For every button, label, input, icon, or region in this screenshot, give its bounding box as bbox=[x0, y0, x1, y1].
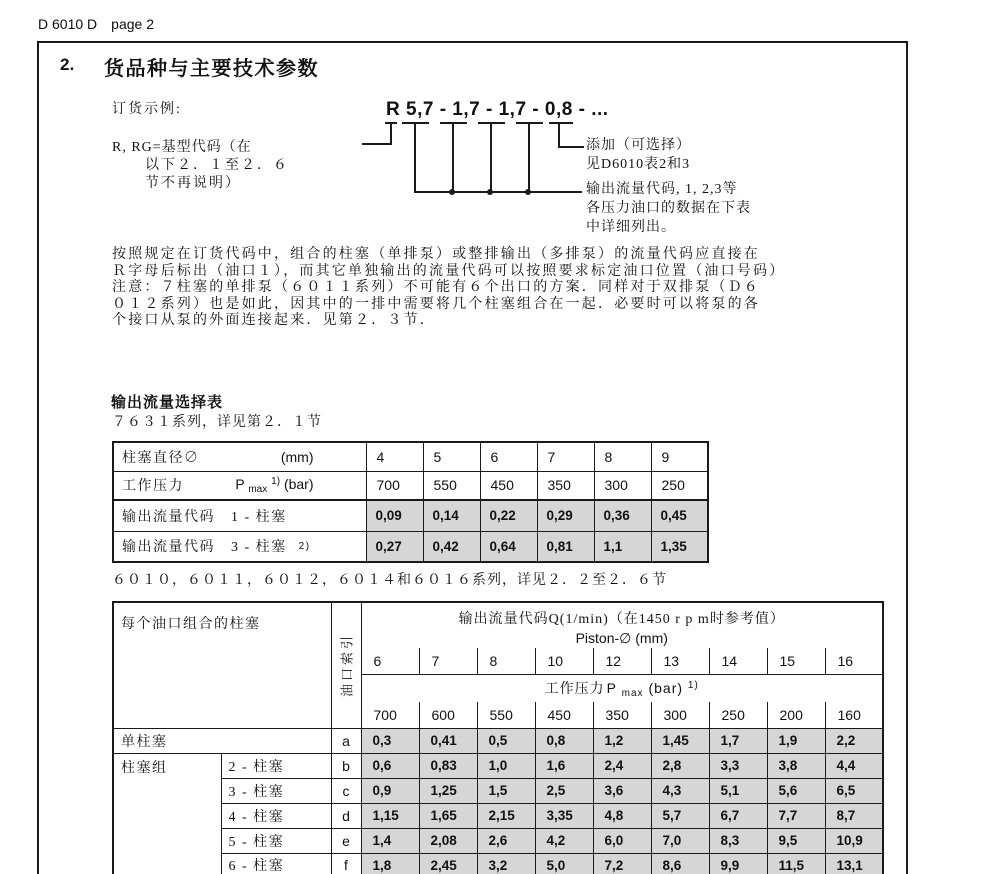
flow-code-3-value-5: 1,35 bbox=[651, 531, 708, 562]
optional-addition-note-line: 添加（可选择） bbox=[586, 138, 691, 153]
max-pressure-7: 200 bbox=[767, 702, 825, 728]
flow-value-b-8: 4,4 bbox=[825, 753, 883, 778]
max-pressure-4: 350 bbox=[593, 702, 651, 728]
flow-selection-table-title: 输出流量选择表 bbox=[111, 394, 224, 411]
footnote-2-marker: 2) bbox=[298, 540, 311, 552]
flow-code-1-value-2: 0,22 bbox=[480, 500, 537, 531]
flow-value-f-5: 8,6 bbox=[651, 853, 709, 874]
pistons-per-port-header: 每个油口组合的柱塞 bbox=[113, 602, 331, 728]
piston-diameter-value-5: 9 bbox=[651, 442, 708, 471]
piston-count-label: 3 - 柱塞 bbox=[221, 778, 331, 803]
flow-value-c-1: 1,25 bbox=[419, 778, 477, 803]
piston-size-7: 15 bbox=[767, 648, 825, 674]
flow-value-d-8: 8,7 bbox=[825, 803, 883, 828]
flow-value-f-1: 2,45 bbox=[419, 853, 477, 874]
working-pressure-row bbox=[113, 471, 708, 500]
paragraph-line: ０１２系列）也是如此，因其中的一排中需要将几个柱塞组合在一起．必要时可以将泵的各 bbox=[112, 296, 760, 312]
flow-code-3-label-cell bbox=[113, 531, 366, 562]
doc-header bbox=[38, 16, 154, 32]
section-number: 2. bbox=[60, 55, 75, 74]
port-index-value: b bbox=[331, 753, 361, 778]
working-pressure-label: 工作压力 bbox=[544, 681, 605, 697]
flow-value-c-3: 2,5 bbox=[535, 778, 593, 803]
flow-code-1-value-5: 0,45 bbox=[651, 500, 708, 531]
flow-value-b-5: 2,8 bbox=[651, 753, 709, 778]
flow-value-e-0: 1,4 bbox=[361, 828, 419, 853]
flow-value-d-5: 5,7 bbox=[651, 803, 709, 828]
piston-row-f bbox=[113, 853, 883, 874]
piston-diameter-value-2: 6 bbox=[480, 442, 537, 471]
flow-value-f-7: 11,5 bbox=[767, 853, 825, 874]
series-6010-note: ６０１０，６０１１，６０１２，６０１４和６０１６系列，详见２．２至２．６节 bbox=[112, 573, 667, 588]
piston-count-label: 4 - 柱塞 bbox=[221, 803, 331, 828]
flow-code-1-value-0: 0,09 bbox=[366, 500, 423, 531]
max-pressure-value-2: 450 bbox=[480, 471, 537, 500]
port-index-value: e bbox=[331, 828, 361, 853]
flow-value-d-4: 4,8 bbox=[593, 803, 651, 828]
piston-size-0: 6 bbox=[361, 648, 419, 674]
piston-group-label: 柱塞组 bbox=[113, 753, 221, 874]
section-title: 货品种与主要技术参数 bbox=[104, 58, 319, 80]
base-code-note-line: 节不再说明） bbox=[145, 176, 241, 191]
flow-value-d-0: 1,15 bbox=[361, 803, 419, 828]
flow-value-a-5: 1,45 bbox=[651, 728, 709, 753]
max-pressure-0: 700 bbox=[361, 702, 419, 728]
flow-code-note-line: 输出流量代码, 1, 2,3等 bbox=[586, 182, 738, 197]
flow-value-f-0: 1,8 bbox=[361, 853, 419, 874]
flow-value-f-8: 13,1 bbox=[825, 853, 883, 874]
port-index-value: f bbox=[331, 853, 361, 874]
port-index-header-cell bbox=[331, 602, 361, 728]
flow-code-variant: 1 - 柱塞 bbox=[231, 509, 287, 525]
junction-dot bbox=[449, 189, 455, 195]
footnote-1-marker: 1) bbox=[687, 679, 699, 691]
flow-value-d-3: 3,35 bbox=[535, 803, 593, 828]
pmax-formula bbox=[235, 476, 313, 495]
flow-code-3-value-0: 0,27 bbox=[366, 531, 423, 562]
junction-dot bbox=[487, 189, 493, 195]
connector-ellipsis-horizontal bbox=[558, 146, 584, 148]
flow-value-b-6: 3,3 bbox=[709, 753, 767, 778]
flow-value-e-5: 7,0 bbox=[651, 828, 709, 853]
flow-value-b-7: 3,8 bbox=[767, 753, 825, 778]
piston-diameter-label-cell bbox=[113, 442, 366, 471]
t2-body bbox=[113, 728, 883, 874]
piston-row-c bbox=[113, 778, 883, 803]
max-pressure-8: 160 bbox=[825, 702, 883, 728]
flow-value-c-6: 5,1 bbox=[709, 778, 767, 803]
footnote-1-marker: 1) bbox=[271, 475, 281, 487]
flow-value-a-7: 1,9 bbox=[767, 728, 825, 753]
connector-r-vertical bbox=[390, 122, 392, 145]
max-pressure-5: 300 bbox=[651, 702, 709, 728]
paragraph-line: 按照规定在订货代码中，组合的柱塞（单排泵）或整排输出（多排泵）的流量代码应直接在 bbox=[112, 247, 760, 262]
piston-size-3: 10 bbox=[535, 648, 593, 674]
flow-value-e-6: 8,3 bbox=[709, 828, 767, 853]
port-index-value: d bbox=[331, 803, 361, 828]
connector-seg2-vertical bbox=[452, 122, 454, 193]
base-code-note bbox=[112, 139, 289, 193]
flow-value-b-2: 1,0 bbox=[477, 753, 535, 778]
port-index-vertical-label: 油口索引 bbox=[339, 633, 355, 698]
piston-diameter-subheader: Piston-∅ (mm) bbox=[575, 629, 668, 646]
piston-diameter-row bbox=[113, 442, 708, 471]
flow-value-c-7: 5,6 bbox=[767, 778, 825, 803]
pressure-unit: (bar) bbox=[283, 475, 314, 492]
flow-value-c-8: 6,5 bbox=[825, 778, 883, 803]
flow-value-a-1: 0,41 bbox=[419, 728, 477, 753]
series-7631-subtitle: ７６３１系列，详见第２．１节 bbox=[112, 415, 322, 430]
pressure-symbol: P bbox=[235, 475, 245, 492]
flow-value-a-6: 1,7 bbox=[709, 728, 767, 753]
flow-value-e-2: 2,6 bbox=[477, 828, 535, 853]
flow-selection-table bbox=[112, 441, 709, 563]
piston-size-2: 8 bbox=[477, 648, 535, 674]
t2-header-row-top bbox=[113, 602, 883, 648]
flow-code-note-line: 中详细列出。 bbox=[586, 220, 676, 235]
piston-size-6: 14 bbox=[709, 648, 767, 674]
flow-code-3-piston-row bbox=[113, 531, 708, 562]
connector-ellipsis-vertical bbox=[558, 122, 560, 148]
connector-bus-line bbox=[414, 191, 582, 193]
paragraph-line: 个接口从泵的外面连接起来．见第２．３节． bbox=[112, 313, 436, 329]
connector-seg3-vertical bbox=[490, 122, 492, 193]
piston-size-4: 12 bbox=[593, 648, 651, 674]
flow-value-c-2: 1,5 bbox=[477, 778, 535, 803]
max-pressure-value-4: 300 bbox=[594, 471, 651, 500]
piston-size-8: 16 bbox=[825, 648, 883, 674]
connector-r-horizontal bbox=[362, 143, 392, 145]
connector-seg1-vertical bbox=[414, 122, 416, 193]
working-pressure-header-cell bbox=[361, 674, 883, 702]
optional-addition-note-line: 见D6010表2和3 bbox=[586, 157, 691, 172]
single-piston-label: 单柱塞 bbox=[113, 728, 331, 753]
piston-size-1: 7 bbox=[419, 648, 477, 674]
flow-code-variant: 3 - 柱塞 bbox=[231, 540, 287, 556]
flow-code-note-line: 各压力油口的数据在下表 bbox=[586, 201, 751, 216]
max-pressure-1: 600 bbox=[419, 702, 477, 728]
port-index-value: c bbox=[331, 778, 361, 803]
optional-addition-note bbox=[586, 136, 691, 174]
flow-code-1-label-cell bbox=[113, 500, 366, 531]
code-underline-ellipsis bbox=[549, 122, 573, 124]
flow-value-f-3: 5,0 bbox=[535, 853, 593, 874]
diameter-unit: (mm) bbox=[280, 448, 314, 465]
page-number: page 2 bbox=[111, 16, 154, 32]
max-pressure-value-1: 550 bbox=[423, 471, 480, 500]
piston-row-b bbox=[113, 753, 883, 778]
working-pressure-label: 工作压力 bbox=[122, 479, 184, 495]
flow-value-f-2: 3,2 bbox=[477, 853, 535, 874]
flow-value-a-0: 0,3 bbox=[361, 728, 419, 753]
junction-dot bbox=[525, 189, 531, 195]
flow-value-a-8: 2,2 bbox=[825, 728, 883, 753]
max-pressure-value-3: 350 bbox=[537, 471, 594, 500]
flow-code-1-value-3: 0,29 bbox=[537, 500, 594, 531]
pressure-subscript: max bbox=[248, 483, 268, 495]
flow-code-q-header: 输出流量代码Q(1/min)（在1450 r p m时参考值） bbox=[458, 611, 785, 627]
flow-value-d-6: 6,7 bbox=[709, 803, 767, 828]
pmax-formula bbox=[606, 679, 699, 699]
max-pressure-6: 250 bbox=[709, 702, 767, 728]
flow-value-c-0: 0,9 bbox=[361, 778, 419, 803]
max-pressure-value-5: 250 bbox=[651, 471, 708, 500]
flow-value-b-4: 2,4 bbox=[593, 753, 651, 778]
piston-count-label: 5 - 柱塞 bbox=[221, 828, 331, 853]
flow-code-q-header-cell bbox=[361, 602, 883, 648]
flow-value-e-7: 9,5 bbox=[767, 828, 825, 853]
flow-code-label: 输出流量代码 bbox=[122, 509, 215, 525]
flow-code-3-value-3: 0,81 bbox=[537, 531, 594, 562]
flow-code-1-value-1: 0,14 bbox=[423, 500, 480, 531]
order-example-label: 订货示例: bbox=[112, 102, 182, 117]
piston-count-label: 6 - 柱塞 bbox=[221, 853, 331, 874]
doc-code: D 6010 D bbox=[38, 16, 98, 32]
piston-diameter-value-4: 8 bbox=[594, 442, 651, 471]
flow-value-f-6: 9,9 bbox=[709, 853, 767, 874]
flow-value-d-1: 1,65 bbox=[419, 803, 477, 828]
working-pressure-label-cell bbox=[113, 471, 366, 500]
flow-value-c-4: 3,6 bbox=[593, 778, 651, 803]
flow-value-f-4: 7,2 bbox=[593, 853, 651, 874]
piston-row-e bbox=[113, 828, 883, 853]
flow-value-b-1: 0,83 bbox=[419, 753, 477, 778]
pressure-unit: (bar) bbox=[648, 679, 684, 696]
piston-diameter-value-0: 4 bbox=[366, 442, 423, 471]
flow-value-c-5: 4,3 bbox=[651, 778, 709, 803]
port-index-value: a bbox=[331, 728, 361, 753]
flow-code-1-value-4: 0,36 bbox=[594, 500, 651, 531]
flow-value-e-4: 6,0 bbox=[593, 828, 651, 853]
piston-size-5: 13 bbox=[651, 648, 709, 674]
max-pressure-2: 550 bbox=[477, 702, 535, 728]
flow-value-a-3: 0,8 bbox=[535, 728, 593, 753]
flow-code-label: 输出流量代码 bbox=[122, 540, 215, 556]
flow-code-3-value-4: 1,1 bbox=[594, 531, 651, 562]
paragraph-line: Ｒ字母后标出（油口１），而其它单独输出的流量代码可以按照要求标定油口位置（油口号码） bbox=[112, 263, 786, 279]
flow-code-1-piston-row bbox=[113, 500, 708, 531]
flow-value-b-0: 0,6 bbox=[361, 753, 419, 778]
flow-value-d-2: 2,15 bbox=[477, 803, 535, 828]
flow-value-e-1: 2,08 bbox=[419, 828, 477, 853]
connector-seg4-vertical bbox=[528, 122, 530, 193]
piston-diameter-label: 柱塞直径∅ bbox=[122, 450, 200, 466]
base-code-note-line: 以下２．１至２．６ bbox=[145, 158, 289, 173]
flow-value-a-4: 1,2 bbox=[593, 728, 651, 753]
flow-value-b-3: 1,6 bbox=[535, 753, 593, 778]
piston-row-a bbox=[113, 728, 883, 753]
max-pressure-3: 450 bbox=[535, 702, 593, 728]
flow-code-note bbox=[586, 180, 751, 237]
flow-code-3-value-2: 0,64 bbox=[480, 531, 537, 562]
piston-row-d bbox=[113, 803, 883, 828]
flow-code-3-value-1: 0,42 bbox=[423, 531, 480, 562]
flow-code-table-6010 bbox=[112, 601, 884, 874]
order-code: R 5,7 - 1,7 - 1,7 - 0,8 - ... bbox=[386, 99, 609, 120]
flow-value-e-8: 10,9 bbox=[825, 828, 883, 853]
pressure-subscript: max bbox=[621, 687, 644, 699]
flow-value-d-7: 7,7 bbox=[767, 803, 825, 828]
piston-count-label: 2 - 柱塞 bbox=[221, 753, 331, 778]
paragraph-line: 注意：７柱塞的单排泵（６０１１系列）不可能有６个出口的方案．同样对于双排泵（Ｄ６ bbox=[112, 280, 760, 296]
flow-value-e-3: 4,2 bbox=[535, 828, 593, 853]
piston-diameter-value-1: 5 bbox=[423, 442, 480, 471]
piston-diameter-value-3: 7 bbox=[537, 442, 594, 471]
flow-value-a-2: 0,5 bbox=[477, 728, 535, 753]
ordering-rules-paragraph bbox=[112, 247, 832, 330]
pressure-symbol: P bbox=[606, 679, 617, 696]
base-code-note-line: R, RG=基型代码（在 bbox=[112, 140, 252, 155]
max-pressure-value-0: 700 bbox=[366, 471, 423, 500]
